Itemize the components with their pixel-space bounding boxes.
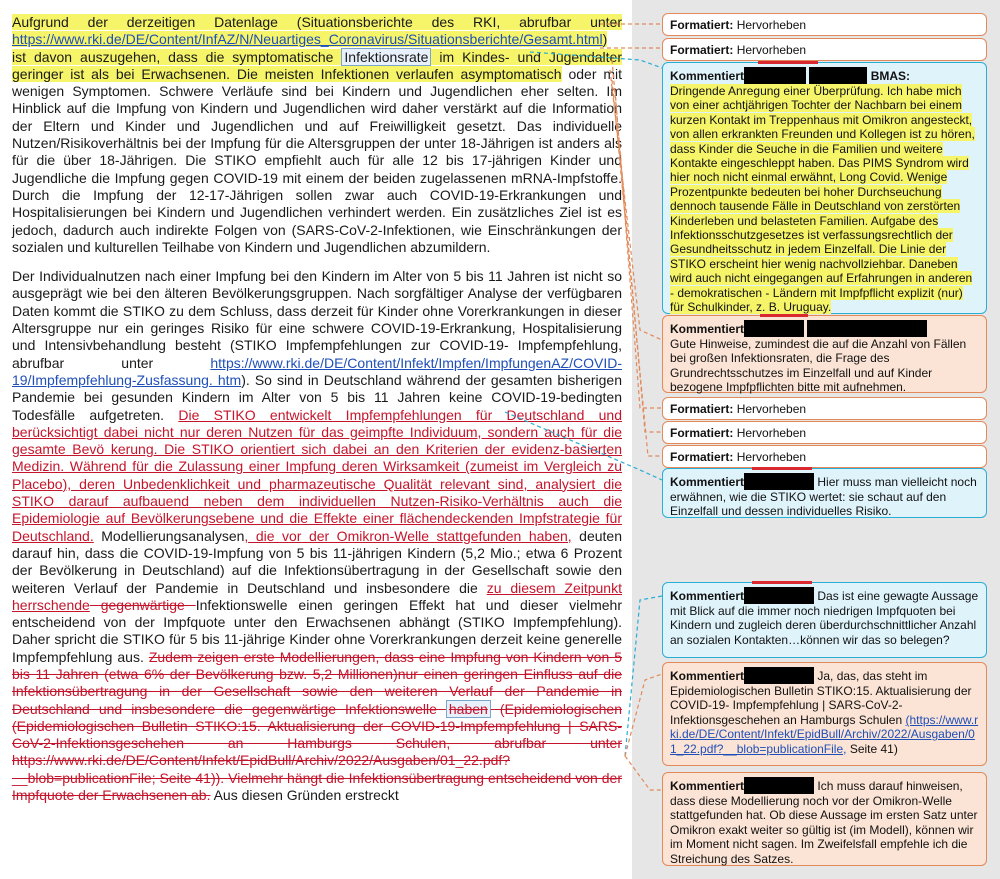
format-label: Formatiert:: [670, 18, 734, 32]
comment-text: Das ist eine gewagte Aussage mit Blick auf die immer noch niedrigen Impfquoten bei Kindern und zugleich deren überdurchschnittlicher Anzahl an sozialen Kontakten…können wir das so belegen?: [670, 589, 979, 647]
format-label: Formatiert:: [670, 450, 734, 464]
paragraph-text: Modellierungsanalysen: [93, 527, 245, 544]
paragraph-1: [12, 14, 622, 256]
redaction-marker: [760, 314, 808, 317]
format-comment-card[interactable]: [662, 13, 987, 36]
format-comment-card[interactable]: [662, 38, 987, 61]
paragraph-text: Der Individualnutzen nach einer Impfung bei den Kindern im Alter von 5 bis 11 Jahren ist nicht so ausgeprägt wie bei den älteren Bevölkerungsgruppen. Nach sorgfältiger Analyse der verfügbaren Daten kommt die STIKO zu dem Schluss, dass derzeit für Kinder ohne Vorerkrankungen in dieser Altersgruppe nur ein geringes Risiko für eine schwere COVID-19-Erkrankung, Hospitalisierung und Intensivbehandlung besteht (STIKO Impfempfehlungen zur COVID-19- Impfempfehlung, abrufbar unter: [12, 268, 622, 371]
comment-card-question[interactable]: [662, 582, 987, 658]
format-value: Hervorheben: [736, 450, 807, 464]
redaction-marker: [758, 61, 818, 64]
comment-text: Seite 41): [846, 741, 898, 756]
comment-label: Kommentiert: [670, 669, 745, 683]
redacted-name: [744, 587, 814, 604]
format-value: Hervorheben: [736, 402, 807, 416]
highlight-text: ) ist davon auszugehen, dass die symptomatische: [12, 31, 608, 65]
bulletin-link[interactable]: (https://www.rki.de/DE/Content/Infekt/EpidBull/Archiv/2022/Ausgaben/01_22.pdf?__blob=publicationFile,: [670, 712, 979, 756]
document-body: [12, 14, 622, 816]
paragraph-text: ). So sind in Deutschland während der gesamten bisherigen Pandemie bei gesunden Kindern im Alter von 5 bis 11 Jahren keine COVID-19-bedingten Todesfälle aufgetreten.: [12, 371, 622, 423]
highlight-text: Aufgrund der derzeitigen Datenlage (Situationsberichte des RKI, abrufbar unter: [12, 14, 622, 30]
comment-label: Kommentiert: [670, 322, 745, 336]
commented-word-infektionsrate[interactable]: Infektionsrate: [341, 48, 431, 66]
format-value: Hervorheben: [736, 426, 807, 440]
comment-text: Gute Hinweise, zumindest die auf die Anzahl von Fällen bei großen Infektionsraten, die Frage des Grundrechtsschutzes im Einzelfall und auf Kinder bezogene Impfpflichten bitte mit aufnehmen.: [670, 337, 967, 395]
comment-label: Kommentiert: [670, 475, 745, 489]
redacted-name: [744, 67, 806, 84]
inserted-text: Die STIKO entwickelt Impfempfehlungen für Deutschland und berücksichtigt dabei nicht nur deren Nutzen für das geimpfte Individuum, sondern auch für die gesamte Bevö kerung. Die STIKO orientiert sich dabei an den Kriterien der evidenz-basierten Medizin. Während für die Zulassung einer Impfung deren Wirksamkeit (zumeist im Vergleich zu Placebo), deren Unbedenklichkeit und pharmazeutische Qualität relevant sind, analysiert die STIKO darauf aufbauend neben dem individuellen Nutzen-Risiko-Verhältnis auch die Epidemiologie auf Bevölkerungsebene und die Effekte einer flächendeckenden Impfstrategie für Deutschland.: [12, 406, 623, 544]
inserted-text: zu diesem Zeitpunkt herrschende: [12, 579, 622, 613]
redacted-name: [807, 320, 927, 337]
paragraph-text: Infektionswelle einen geringen Effekt hat und dieser vielmehr entscheidend von der Impfquote unter den Erwachsenen abhängt (STIKO Impfempfehlung). Daher spricht die STIKO für 5 bis 11-jährige Kinder ohne Vorerkrankungen derzeit keine generelle Impfempfehlung aus.: [12, 596, 622, 665]
paragraph-text: Aus diesen Gründen erstreckt: [210, 787, 399, 804]
comment-card-stiko[interactable]: [662, 468, 987, 518]
deleted-text: (Epidemiologischen (Epidemiologischen Bulletin STIKO:15. Aktualisierung der COVID-19-Impfempfehlung | SARS-CoV-2-Infektionsgeschehen an Hamburgs Schulen, abrufbar unter https://www.rki.de/DE/Content/Infekt/EpidBull/Archiv/2022/Ausgaben/01_22.pdf?__blob=publicationFile; Seite 41)). Vielmehr hängt die Infektionsübertragung entscheidend von der Impfquote der Erwachsenen ab.: [12, 700, 622, 804]
redacted-name: [744, 777, 814, 794]
comment-label: Kommentiert: [670, 779, 745, 793]
redaction-marker: [752, 581, 812, 584]
highlight-text: im Kindes- und Jugendalter geringer ist als bei Erwachsenen. Die meisten Infektionen verlaufen asymptomatisch: [12, 48, 622, 82]
comment-text: Ja, das, das steht im Epidemiologischen Bulletin STIKO:15. Aktualisierung der COVID-19- Impfempfehlung | SARS-CoV-2-Infektionsgeschehen an Hamburgs Schulen: [670, 669, 972, 727]
comment-card-omikron[interactable]: [662, 772, 987, 866]
redaction-marker: [752, 467, 812, 470]
comment-text: Hier muss man vielleicht noch erwähnen, wie die STIKO wertet: sie schaut auf den Einzelfall und dessen individuelles Risiko.: [670, 475, 977, 519]
format-comment-card[interactable]: [662, 397, 987, 420]
deleted-text: gegenwärtige: [89, 596, 196, 613]
comment-text: Ich muss darauf hinweisen, dass diese Modellierung noch vor der Omikron-Welle stattgefunden hat. Ob diese Aussage im ersten Satz unter Omikron exakt weiter so gültig ist (im Modell), können wir im Moment nicht sagen. Im Zweifelsfall empfehle ich die Streichung des Satzes.: [670, 779, 978, 866]
format-label: Formatiert:: [670, 43, 734, 57]
comment-card-bmas[interactable]: [662, 62, 987, 314]
comment-label: Kommentiert: [670, 589, 745, 603]
comment-label: Kommentiert: [670, 69, 745, 83]
inserted-text: , die vor der Omikron-Welle stattgefunden haben,: [244, 527, 572, 544]
redacted-name: [744, 473, 814, 490]
format-value: Hervorheben: [736, 18, 807, 32]
paragraph-text: oder mit wenigen Symptomen. Schwere Verläufe sind bei Kindern und Jugendlichen eher selten. Im Hinblick auf die Impfung von Kindern und Jugendlichen wird daher verstärkt auf die Information der Eltern und Kinder und Jugendlichen und auf Freiwilligkeit gesetzt. Das individuelle Nutzen/Risikoverhältnis bei der Impfung für die Altersgruppen der unter 18-Jährigen ist anders als für die über 18-Jährigen. Die STIKO empfiehlt auch für alle 12 bis 17-jährigen Kinder und Jugendliche die Impfung gegen COVID-19 mit einem der beiden zugelassenen mRNA-Impfstoffe. Durch die Impfung der 12-17-Jährigen sollen zwar auch COVID-19-Erkrankungen und Hospitalisierungen bei Kindern und Jugendlichen verhindert werden. Ein zusätzliches Ziel ist es jedoch, dadurch auch indirekte Folgen von (SARS-CoV-2-Infektionen, wie Einschränkungen der sozialen und kulturellen Teilhabe von Kindern und Jugendlichen abzumildern.: [12, 65, 622, 255]
comment-author-org: BMAS:: [870, 69, 911, 83]
paragraph-text: deuten darauf hin, dass die COVID-19-Impfung von 5 bis 11-jährigen Kindern (5,2 Mio.; etwa 6 Prozent der Bevölkerung in Deutschland) auf die Infektionsübertragung in der Gesellschaft sowie den weiteren Verlauf der Pandemie in Deutschland und insbesondere die: [12, 527, 622, 596]
redacted-name: [744, 667, 814, 684]
deleted-text: Zudem zeigen erste Modellierungen, dass eine Impfung von Kindern von 5 bis 11 Jahren (etwa 6% der Bevölkerung bzw. 5,2 Millionen)nur einen geringen Einfluss auf die Infektionsübertragung in der Gesellschaft sowie den weiteren Verlauf der Pandemie in Deutschland und insbesondere die gegenwärtige Infektionswelle: [12, 648, 623, 717]
format-label: Formatiert:: [670, 402, 734, 416]
commented-word-haben[interactable]: haben: [446, 700, 491, 718]
format-comment-card[interactable]: [662, 445, 987, 468]
comment-card-bulletin[interactable]: [662, 662, 987, 766]
rki-situation-report-link[interactable]: https://www.rki.de/DE/Content/InfAZ/N/Neuartiges_Coronavirus/Situationsberichte/Gesamt.html: [12, 31, 603, 48]
stiko-recommendation-link[interactable]: https://www.rki.de/DE/Content/Infekt/Impfen/ImpfungenAZ/COVID-19/Impfempfehlung-Zusfassung. htm: [12, 354, 622, 388]
format-label: Formatiert:: [670, 426, 734, 440]
format-value: Hervorheben: [736, 43, 807, 57]
format-comment-card[interactable]: [662, 421, 987, 444]
comment-card-reply[interactable]: [662, 315, 987, 393]
redacted-name: [809, 67, 867, 84]
redacted-name: [744, 320, 804, 337]
paragraph-2: [12, 268, 622, 804]
comment-text: Dringende Anregung einer Überprüfung. Ich habe mich von einer achtjährigen Tochter der Nachbarn bei einem kurzen Kontakt im Treppenhaus mit Omikron angesteckt, von allen erkrankten Freunden und Kollegen ist zu hören, dass Kinder die Seuche in die Familien und weitere Kontakte eingeschleppt haben. Das PIMS Syndrom wird hier noch nicht einmal erwähnt, Long Covid. Wenige Prozentpunkte bedeuten bei hoher Durchseuchung dennoch tausende Fälle in Deutschland von zerstörten Kinderleben und belasteten Familien. Aufgabe des Infektionsschutzgesetzes ist verfassungsrechtlich der Gesundheitsschutz in jedem Einzelfall. Die Linie der STIKO erscheint hier wenig nachvollziehbar. Daneben wird auch nicht eingegangen auf Erfahrungen in anderen - demokratischen - Ländern mit Impfpflicht explizit (nur) für Schulkinder, z. B. Uruguay.: [670, 84, 975, 315]
